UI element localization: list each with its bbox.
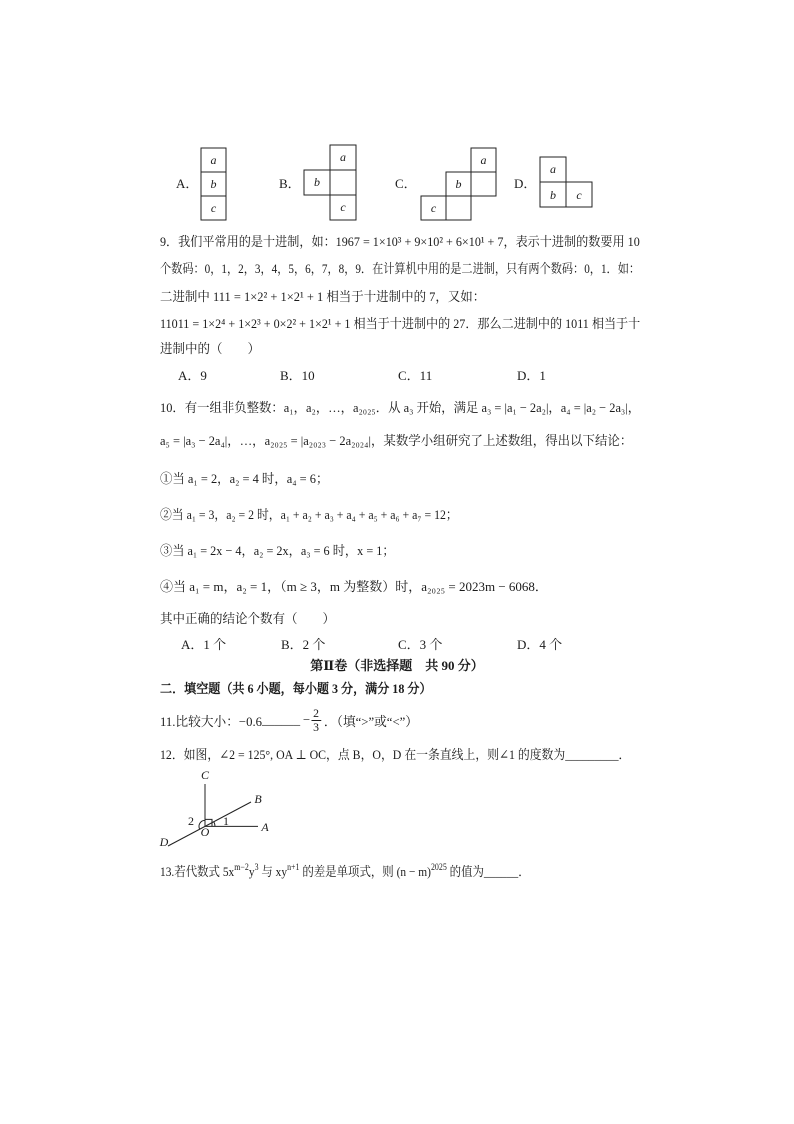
q9-line-1: 9．我们平常用的是十进制，如：1967 = 1×10³ + 9×10² + 6×10¹ + 7，表示十进制的数要用 10 [160,234,640,249]
face-c-label: c [210,201,217,215]
q10-statement-4: ④当 a₁ = m，a₂ = 1，（m ≥ 3，m 为整数）时，a₂₀₂₅ = 2023m − 6068． [160,579,548,594]
cube-nets-figure [0,140,794,230]
face-c-label: c [576,188,582,202]
face-c-label: c [340,200,346,214]
point-a-label: A [261,820,269,834]
point-o-label: O [200,825,210,839]
q11-minus-sign: − [303,712,311,727]
angle-2-label: 2 [188,814,194,828]
q13-exponent-4: 2025 [430,862,447,872]
net-option-d-label: D． [514,176,537,191]
q13-line [160,864,530,880]
q10-statement-1: ①当 a₁ = 2，a₂ = 4 时，a₄ = 6； [160,471,329,486]
q10-statement-2: ②当 a₁ = 3，a₂ = 2 时，a₁ + a₂ + a₃ + a₄ + a₅ + a₆ + a₇ = 12； [160,507,458,522]
line-db [168,802,251,846]
point-c-label: C [200,768,210,782]
q9-option-d: D．1 [517,368,546,383]
face-a-label: a [550,162,556,176]
point-b-label: B [254,792,262,806]
q10-question: 其中正确的结论个数有（ ） [160,611,336,626]
q10-option-b: B．2 个 [281,637,326,652]
q12-angle-figure [150,765,280,855]
face-b-label: b [455,177,462,191]
q9-line-3: 二进制中 111 = 1×2² + 1×2¹ + 1 相当于十进制中的 7，又如： [160,289,486,304]
face-b-label: b [210,177,217,191]
q9-line-5: 进制中的（ ） [160,341,261,356]
q13-text-3: 的差是单项式，则 (n − m) [299,864,431,879]
face-b-label: b [550,188,556,202]
q9-line-2: 个数码：0，1，2，3，4，5，6，7，8，9．在计算机中用的是二进制，只有两个数码：0，1．如： [160,261,641,276]
net-face-square [446,196,471,220]
face-a-label: a [340,150,346,164]
q9-option-c: C．11 [398,368,433,383]
net-option-b [304,145,356,220]
q13-suffix: 的值为______． [446,864,530,879]
net-option-c-label: C． [395,176,417,191]
angle-1-arc [214,822,215,827]
point-d-label: D [159,835,169,849]
q13-exponent-3: n+1 [287,862,300,872]
net-option-c [421,148,496,220]
net-face-square [471,172,496,196]
section-title-row [0,658,794,674]
q11-suffix: ．（填“>”或“<”） [323,713,418,729]
fraction-numerator: 2 [313,705,320,720]
q11-line [160,705,418,735]
q13-exponent-1: m−2 [234,862,249,872]
q12-line: 12．如图，∠2 = 125°, OA ⊥ OC，点 B，O，D 在一条直线上，则∠1 的度数为_________． [160,747,631,762]
q9-option-b: B．10 [280,368,315,383]
q10-option-d: D．4 个 [517,637,563,652]
q10-statement-3: ③当 a₁ = 2x − 4，a₂ = 2x，a₃ = 6 时，x = 1； [160,543,395,558]
net-option-a [201,148,226,220]
face-b-label: b [314,175,320,189]
q10-line-1: 10．有一组非负整数：a₁，a₂，…，a₂₀₂₅．从 a₃ 开始，满足 a₃ = |a₁ − 2a₂|，a₄ = |a₂ − 2a₃|， [160,400,641,415]
face-a-label: a [480,153,487,167]
net-option-a-label: A． [176,176,199,191]
face-a-label: a [210,153,217,167]
q10-option-c: C．3 个 [398,637,443,652]
q9-option-a: A．9 [178,368,207,383]
q13-text-2: 与 xy [258,864,288,879]
q13-prefix: 13.若代数式 5x [160,864,235,879]
section-title: 第Ⅱ卷（非选择题 共 90 分） [310,658,484,673]
q11-answer-blank: ______ [261,712,301,727]
angle-1-label: 1 [223,814,229,828]
net-face-square [330,170,356,195]
net-option-d [540,157,592,207]
q13-exponent-2: 3 [254,862,259,872]
q9-line-4: 11011 = 1×2⁴ + 1×2³ + 0×2² + 1×2¹ + 1 相当于十进制中的 27．那么二进制中的 1011 相当于十 [160,316,641,331]
fraction-denominator: 3 [313,719,320,734]
q10-line-2: a₅ = |a₃ − 2a₄|，…，a₂₀₂₅ = |a₂₀₂₃ − 2a₂₀₂₄|，某数学小组研究了上述数组，得出以下结论： [160,433,633,448]
q11-fraction [311,707,321,734]
part-heading: 二．填空题（共 6 小题，每小题 3 分，满分 18 分） [160,681,432,696]
q13-text-1: y [248,864,255,879]
net-option-b-label: B． [279,176,301,191]
face-c-label: c [430,201,437,215]
q11-prefix: 11.比较大小：−0.6 [160,713,262,729]
q10-option-a: A．1 个 [181,637,227,652]
